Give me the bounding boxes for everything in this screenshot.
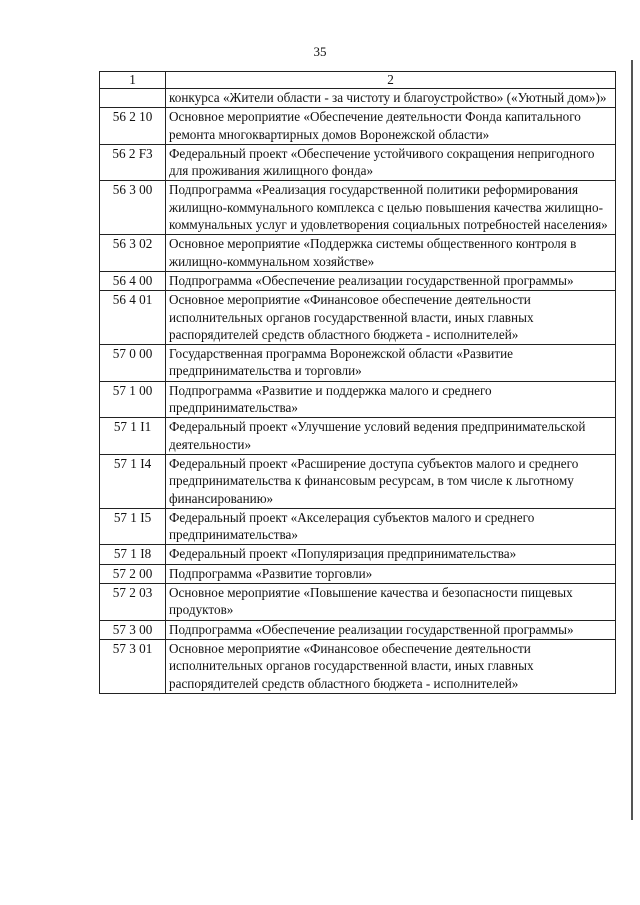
row-code: 57 0 00: [100, 345, 166, 382]
row-code: 57 2 03: [100, 584, 166, 621]
table-header-row: [100, 72, 616, 89]
table-row: [100, 345, 616, 382]
table-row: [100, 639, 616, 693]
row-text: Федеральный проект «Популяризация предпринимательства»: [166, 545, 616, 564]
row-text: Основное мероприятие «Финансовое обеспечение деятельности исполнительных органов государственной власти, иных главных распорядителей средств областного бюджета - исполнителей»: [166, 639, 616, 693]
row-text: Основное мероприятие «Повышение качества и безопасности пищевых продуктов»: [166, 584, 616, 621]
row-text: Подпрограмма «Обеспечение реализации государственной программы»: [166, 271, 616, 290]
row-text: Подпрограмма «Реализация государственной политики реформирования жилищно-коммунального комплекса с целью повышения качества жилищно-коммунальных услуг и удовлетворения социальных потребностей населения»: [166, 181, 616, 235]
table-row: [100, 381, 616, 418]
row-code: 57 2 00: [100, 564, 166, 583]
column-header-name: 2: [166, 72, 616, 89]
row-text: Подпрограмма «Развитие и поддержка малого и среднего предпринимательства»: [166, 381, 616, 418]
table-row: [100, 418, 616, 455]
row-text: Федеральный проект «Улучшение условий ведения предпринимательской деятельности»: [166, 418, 616, 455]
table-row: [100, 271, 616, 290]
row-text: Государственная программа Воронежской области «Развитие предпринимательства и торговли»: [166, 345, 616, 382]
row-code: 57 1 00: [100, 381, 166, 418]
row-code: 56 3 02: [100, 235, 166, 272]
table-row: [100, 620, 616, 639]
row-code: 57 3 01: [100, 639, 166, 693]
row-text: Федеральный проект «Акселерация субъектов малого и среднего предпринимательства»: [166, 508, 616, 545]
row-code: 57 3 00: [100, 620, 166, 639]
table-row: [100, 108, 616, 145]
table-row: [100, 564, 616, 583]
table-row: [100, 584, 616, 621]
table-row: [100, 235, 616, 272]
scan-edge-line: [631, 60, 637, 820]
row-text: конкурса «Жители области - за чистоту и благоустройство» («Уютный дом»)»: [166, 89, 616, 108]
row-text: Федеральный проект «Обеспечение устойчивого сокращения непригодного для проживания жилищного фонда»: [166, 144, 616, 181]
row-text: Основное мероприятие «Финансовое обеспечение деятельности исполнительных органов государственной власти, иных главных распорядителей средств областного бюджета - исполнителей»: [166, 291, 616, 345]
row-code: 56 2 10: [100, 108, 166, 145]
row-text: Основное мероприятие «Поддержка системы общественного контроля в жилищно-коммунальном хозяйстве»: [166, 235, 616, 272]
row-code: 56 3 00: [100, 181, 166, 235]
row-code: 57 1 I4: [100, 454, 166, 508]
table-row: [100, 144, 616, 181]
table-row: [100, 545, 616, 564]
row-text: Основное мероприятие «Обеспечение деятельности Фонда капитального ремонта многоквартирных домов Воронежской области»: [166, 108, 616, 145]
row-code: 56 2 F3: [100, 144, 166, 181]
row-code: [100, 89, 166, 108]
table-row: [100, 181, 616, 235]
table-row: [100, 508, 616, 545]
row-code: 57 1 I5: [100, 508, 166, 545]
column-header-code: 1: [100, 72, 166, 89]
row-text: Подпрограмма «Развитие торговли»: [166, 564, 616, 583]
table-row: [100, 291, 616, 345]
table-row: [100, 89, 616, 108]
table-row: [100, 454, 616, 508]
page-number: 35: [313, 44, 327, 59]
row-code: 56 4 00: [100, 271, 166, 290]
budget-classification-table: [99, 71, 616, 694]
row-text: Подпрограмма «Обеспечение реализации государственной программы»: [166, 620, 616, 639]
row-text: Федеральный проект «Расширение доступа субъектов малого и среднего предпринимательства к финансовым ресурсам, в том числе к льготному финансированию»: [166, 454, 616, 508]
row-code: 57 1 I1: [100, 418, 166, 455]
row-code: 56 4 01: [100, 291, 166, 345]
row-code: 57 1 I8: [100, 545, 166, 564]
